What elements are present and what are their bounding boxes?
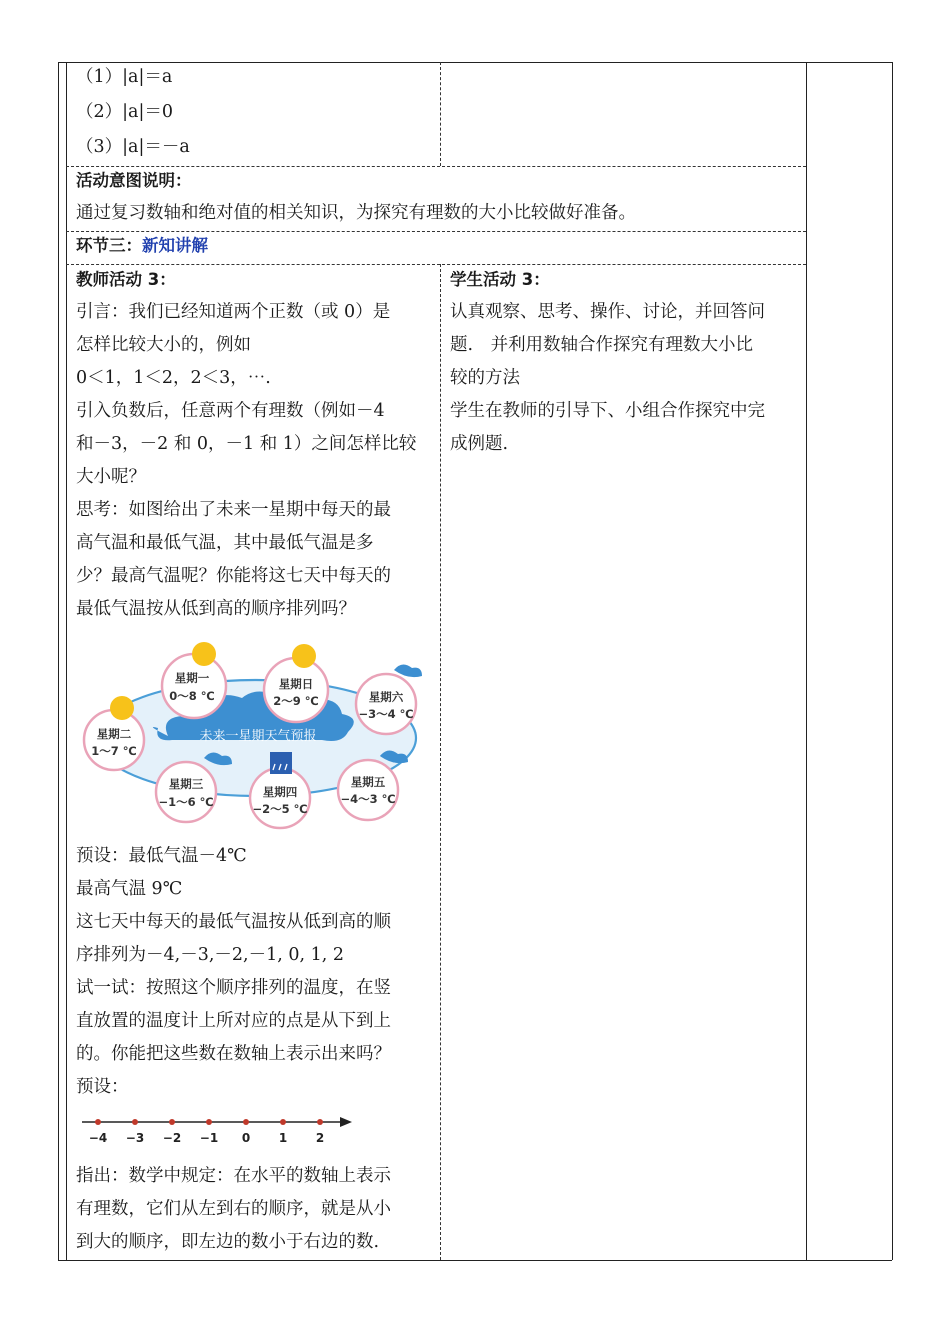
svg-text:星期六: 星期六 — [368, 690, 404, 704]
student-line: 题. 并利用数轴合作探究有理数大小比 — [450, 335, 754, 355]
student-line: 认真观察、思考、操作、讨论，并回答问 — [450, 302, 765, 322]
teacher-line: 直放置的温度计上所对应的点是从下到上 — [76, 1011, 391, 1031]
svg-text:星期三: 星期三 — [168, 777, 204, 791]
svg-text:星期四: 星期四 — [262, 785, 298, 799]
teacher-line: 引入负数后，任意两个有理数（例如－4 — [76, 401, 385, 421]
teacher-line: 最高气温 9℃ — [76, 879, 183, 899]
section-title: 新知讲解 — [142, 236, 208, 255]
middle-divider-main — [440, 264, 441, 1260]
case-1: （1）|a|＝a — [76, 67, 173, 87]
number-line-label: 2 — [315, 1131, 325, 1145]
student-line: 成例题. — [450, 434, 509, 454]
case-2: （2）|a|＝0 — [76, 102, 173, 122]
number-line-point — [280, 1119, 286, 1125]
intent-title: 活动意图说明： — [76, 171, 192, 190]
teacher-line: 这七天中每天的最低气温按从低到高的顺 — [76, 912, 391, 932]
row-divider-3 — [66, 264, 806, 265]
teacher-intro — [76, 296, 431, 626]
banner-text: 未来一星期天气预报 — [199, 729, 317, 744]
svg-text:2～9 ℃: 2～9 ℃ — [273, 694, 319, 708]
number-line-label: −3 — [125, 1131, 145, 1145]
teacher-line: 的。你能把这些数在数轴上表示出来吗？ — [76, 1044, 391, 1064]
svg-text:星期一: 星期一 — [174, 671, 210, 685]
sun-icon — [110, 696, 134, 720]
right-column-border — [806, 62, 807, 1260]
number-line-label: 1 — [278, 1131, 288, 1145]
number-line-point — [95, 1119, 101, 1125]
teacher-line: 引言：我们已经知道两个正数（或 0）是 — [76, 302, 391, 322]
row-divider-1 — [66, 166, 806, 167]
number-line-label: −1 — [199, 1131, 219, 1145]
table-top-border — [58, 62, 892, 63]
table-left-border — [58, 62, 59, 1260]
number-line-label: −2 — [162, 1131, 182, 1145]
teacher-line: 预设：最低气温－4℃ — [76, 846, 247, 866]
teacher-line: 思考：如图给出了未来一星期中每天的最 — [76, 500, 391, 520]
number-line-label: −4 — [88, 1131, 108, 1145]
number-line-label: 0 — [241, 1131, 251, 1145]
number-line-point — [317, 1119, 323, 1125]
svg-text:1～7 ℃: 1～7 ℃ — [91, 744, 137, 758]
teacher-preset — [76, 840, 431, 1104]
axis-arrow-icon — [340, 1117, 352, 1127]
number-line — [76, 1112, 366, 1152]
teacher-line: 指出：数学中规定：在水平的数轴上表示 — [76, 1166, 391, 1186]
row-divider-2 — [66, 231, 806, 232]
teacher-line: 少？最高气温呢？你能将这七天中每天的 — [76, 566, 391, 586]
teacher-line: 怎样比较大小的，例如 — [76, 335, 251, 355]
teacher-line: 和－3，－2 和 0，－1 和 1）之间怎样比较 — [76, 434, 417, 454]
number-line-point — [132, 1119, 138, 1125]
table-bottom-border — [58, 1260, 892, 1261]
teacher-line: 大小呢？ — [76, 467, 146, 487]
sun-icon — [292, 644, 316, 668]
number-line-point — [206, 1119, 212, 1125]
section-heading — [76, 235, 208, 257]
teacher-line: 试一试：按照这个顺序排列的温度，在竖 — [76, 978, 391, 998]
table-right-border — [892, 62, 893, 1260]
student-title: 学生活动 3： — [450, 270, 550, 289]
svg-text:−2～5 ℃: −2～5 ℃ — [252, 802, 308, 816]
weather-forecast-figure — [76, 640, 431, 830]
svg-text:星期日: 星期日 — [278, 677, 314, 691]
section-label: 环节三： — [76, 236, 142, 255]
teacher-conclusion — [76, 1160, 431, 1259]
teacher-line: 到大的顺序，即左边的数小于右边的数. — [76, 1232, 380, 1252]
inner-left-border — [66, 62, 67, 1260]
day-sunday — [264, 644, 328, 722]
student-line: 较的方法 — [450, 368, 520, 388]
sun-icon — [192, 642, 216, 666]
rain-icon — [270, 752, 292, 774]
svg-text:星期五: 星期五 — [350, 775, 386, 789]
intent-text: 通过复习数轴和绝对值的相关知识，为探究有理数的大小比较做好准备。 — [76, 203, 636, 223]
teacher-line: 预设： — [76, 1077, 129, 1097]
svg-text:0～8 ℃: 0～8 ℃ — [169, 689, 215, 703]
number-line-point — [169, 1119, 175, 1125]
teacher-line: 0＜1，1＜2，2＜3，⋯. — [76, 368, 271, 388]
student-activity — [450, 296, 805, 461]
middle-divider-top — [440, 62, 441, 166]
svg-text:−1～6 ℃: −1～6 ℃ — [158, 795, 214, 809]
svg-text:−3～4 ℃: −3～4 ℃ — [358, 707, 414, 721]
teacher-title: 教师活动 3： — [76, 270, 176, 289]
svg-text:−4～3 ℃: −4～3 ℃ — [340, 792, 396, 806]
number-line-point — [243, 1119, 249, 1125]
day-monday — [162, 642, 226, 718]
teacher-line: 序排列为－4,－3,－2,－1, 0, 1, 2 — [76, 945, 345, 965]
svg-text:星期二: 星期二 — [96, 727, 132, 741]
teacher-line: 有理数，它们从左到右的顺序，就是从小 — [76, 1199, 391, 1219]
student-line: 学生在教师的引导下、小组合作探究中完 — [450, 401, 765, 421]
case-3: （3）|a|＝－a — [76, 137, 190, 157]
teacher-line: 高气温和最低气温，其中最低气温是多 — [76, 533, 374, 553]
teacher-line: 最低气温按从低到高的顺序排列吗？ — [76, 599, 356, 619]
